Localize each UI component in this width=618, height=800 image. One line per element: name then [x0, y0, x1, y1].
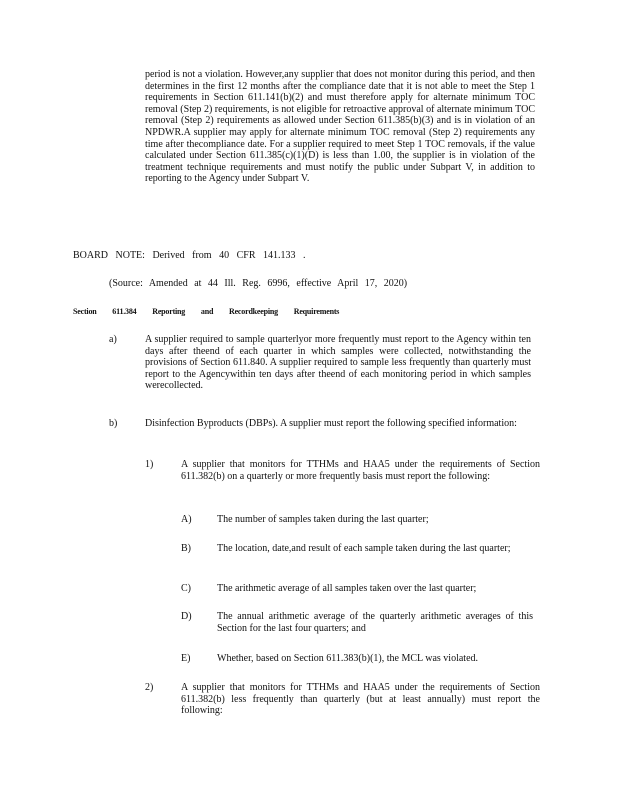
- item-bD-label: D): [181, 611, 192, 622]
- item-b2-label: 2): [145, 682, 154, 693]
- item-bE-label: E): [181, 653, 191, 664]
- item-bC-label: C): [181, 583, 191, 594]
- source-note: (Source: Amended at 44 Ill. Reg. 6996, effective April 17, 2020): [109, 278, 408, 289]
- item-b-text: Disinfection Byproducts (DBPs). A supplier must report the following specified information:: [145, 418, 517, 429]
- item-bA-label: A): [181, 514, 192, 525]
- item-bB-label: B): [181, 543, 191, 554]
- item-a-label: a): [109, 334, 117, 345]
- item-b1-text: A supplier that monitors for TTHMs and HAA5 under the requirements of Section 611.382(b) on a quarterly or more frequently basis must report the following:: [181, 459, 540, 482]
- item-bA-text: The number of samples taken during the last quarter;: [217, 514, 429, 525]
- item-bD-text: The annual arithmetic average of the quarterly arithmetic averages of this Section for the last four quarters; and: [217, 611, 533, 634]
- item-b2-text: A supplier that monitors for TTHMs and HAA5 under the requirements of Section 611.382(b) less frequently than quarterly (but at least annually) must report the following:: [181, 682, 540, 717]
- item-a-text: A supplier required to sample quarterlyor more frequently must report to the Agency within ten days after theend of each quarter in which samples were collected, notwithstanding the provisions of Section 611.840. A supplier required to sample less frequently than quarterly must report to the Agencywithin ten days after theend of each monitoring period in which samples werecollected.: [145, 334, 531, 392]
- board-note: BOARD NOTE: Derived from 40 CFR 141.133 .: [73, 250, 306, 261]
- item-b1-label: 1): [145, 459, 154, 470]
- section-heading: Section 611.384 Reporting and Recordkeeping Requirements: [73, 307, 340, 316]
- item-b-label: b): [109, 418, 118, 429]
- item-bC-text: The arithmetic average of all samples taken over the last quarter;: [217, 583, 477, 594]
- item-bE-text: Whether, based on Section 611.383(b)(1), the MCL was violated.: [217, 653, 479, 664]
- item-bB-text: The location, date,and result of each sample taken during the last quarter;: [217, 543, 511, 554]
- intro-paragraph: period is not a violation. However,any supplier that does not monitor during this period, and then determines in the first 12 months after the compliance date that it is not able to meet the Step 1 requirements in Section 611.141(b)(2) and must therefore apply for alternate minimum TOC removal (Step 2) requirements, is not eligible for retroactive approval of alternate minimum TOC removal (Step 2) requirements as allowed under Section 611.385(b)(3) and is in violation of an NPDWR.A supplier may apply for alternate minimum TOC removal (Step 2) requirements any time after thecompliance date. For a supplier required to meet Step 1 TOC removals, if the value calculated under Section 611.385(c)(1)(D) is less than 1.00, the supplier is in violation of the treatment technique requirements and must notify the public under Subpart V, in addition to reporting to the Agency under Subpart V.: [145, 69, 535, 185]
